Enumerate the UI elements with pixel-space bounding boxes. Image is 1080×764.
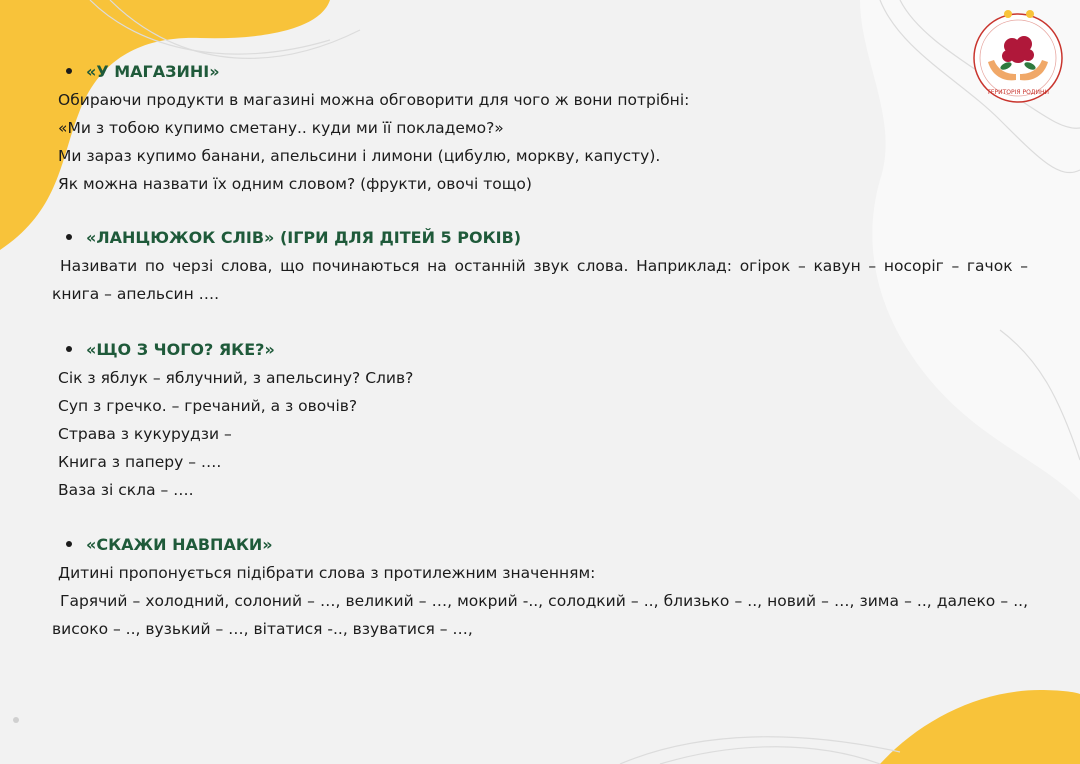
section-heading: [66, 62, 220, 81]
section-title: «СКАЖИ НАВПАКИ»: [86, 535, 273, 554]
text-line: Страва з кукурудзи –: [58, 425, 232, 443]
bullet-icon: [66, 68, 72, 74]
text-line: Як можна назвати їх одним словом? (фрукти, овочі тощо): [58, 175, 532, 193]
bullet-icon: [66, 234, 72, 240]
section-title: «ЩО З ЧОГО? ЯКЕ?»: [86, 340, 275, 359]
section-heading: [66, 340, 275, 359]
text-line: Суп з гречко. – гречаний, а з овочів?: [58, 397, 358, 415]
text-line: Ваза зі скла – ….: [58, 481, 194, 499]
bullet-icon: [66, 541, 72, 547]
section-title: «У МАГАЗИНІ»: [86, 62, 220, 81]
text-paragraph: Гарячий – холодний, солоний – …, великий – …, мокрий -.., солодкий – .., близько – .., новий – …, зима – .., далеко – .., високо – .., вузький – …, вітатися -.., взуватися – …,: [52, 592, 1028, 638]
section-title: «ЛАНЦЮЖОК СЛІВ» (ІГРИ ДЛЯ ДІТЕЙ 5 РОКІВ): [86, 228, 522, 247]
logo-text: ТЕРИТОРІЯ РОДИНИ: [987, 89, 1049, 96]
text-line: Ми зараз купимо банани, апельсини і лимони (цибулю, моркву, капусту).: [58, 147, 661, 165]
section-heading: [66, 228, 521, 247]
text-line: «Ми з тобою купимо сметану.. куди ми її покладемо?»: [58, 119, 504, 137]
text-line: Книга з паперу – ….: [58, 453, 222, 471]
text-line: Дитині пропонується підібрати слова з протилежним значенням:: [58, 564, 596, 582]
text-line: Сік з яблук – яблучний, з апельсину? Слив?: [58, 369, 414, 387]
text-paragraph: Називати по черзі слова, що починаються на останній звук слова. Наприклад: огірок – кавун – носоріг – гачок – книга – апельсин ….: [52, 257, 1028, 303]
text-line: Обираючи продукти в магазині можна обговорити для чого ж вони потрібні:: [58, 91, 690, 109]
section-heading: [66, 535, 273, 554]
bullet-icon: [66, 346, 72, 352]
